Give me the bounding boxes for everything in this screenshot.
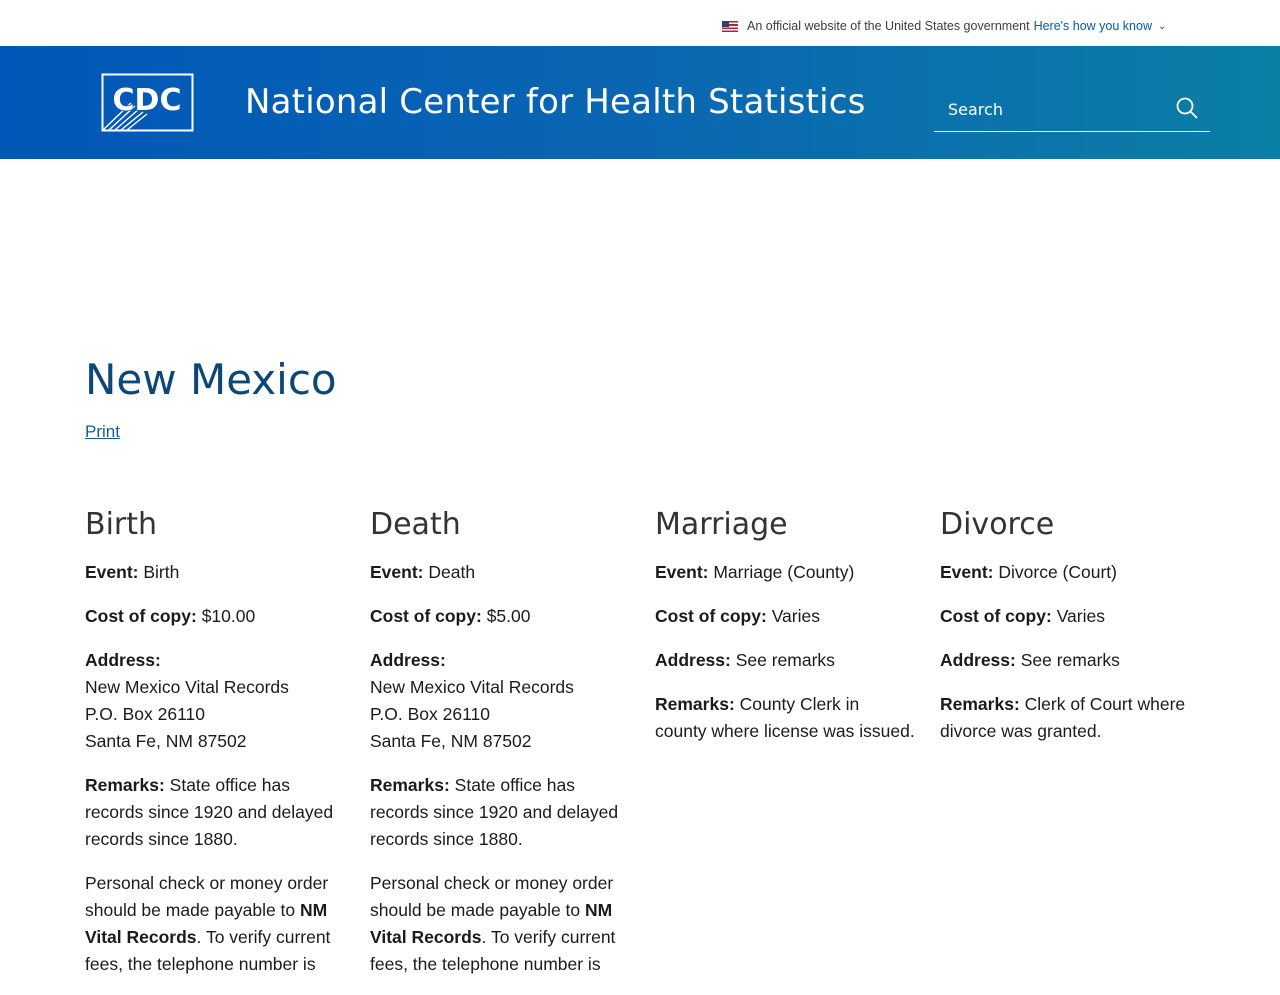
- chevron-down-icon[interactable]: ⌄: [1158, 20, 1167, 32]
- cdc-logo-icon: [101, 73, 194, 132]
- event-row: Event: Birth: [85, 562, 180, 582]
- remarks-row: Remarks: State office has records since 1920 and delayed records since 1880.: [370, 775, 619, 849]
- column-heading: Birth: [85, 507, 158, 542]
- column-heading: Death: [370, 507, 461, 542]
- address-row: Address: See remarks: [940, 650, 1120, 670]
- gov-banner-content: [722, 19, 1166, 33]
- remarks-row: Remarks: Clerk of Court where divorce was granted.: [940, 694, 1186, 741]
- search-icon[interactable]: [1176, 97, 1198, 119]
- cost-row: Cost of copy: Varies: [655, 606, 820, 626]
- cdc-logo[interactable]: [101, 73, 194, 132]
- gov-banner-text: An official website of the United States government: [747, 19, 1030, 33]
- print-link[interactable]: Print: [85, 422, 120, 441]
- event-row: Event: Marriage (County): [655, 562, 855, 582]
- payment-row: Personal check or money order should be made payable to NM Vital Records. To verify current fees, the telephone number is: [370, 873, 616, 974]
- column-heading: Divorce: [940, 507, 1055, 542]
- address-row: Address: See remarks: [655, 650, 835, 670]
- cost-row: Cost of copy: Varies: [940, 606, 1105, 626]
- address-row: Address: New Mexico Vital Records P.O. Box 26110 Santa Fe, NM 87502: [370, 650, 574, 751]
- remarks-row: Remarks: State office has records since 1920 and delayed records since 1880.: [85, 775, 334, 849]
- payment-row: Personal check or money order should be made payable to NM Vital Records. To verify current fees, the telephone number is: [85, 873, 331, 974]
- cost-row: Cost of copy: $10.00: [85, 606, 256, 626]
- page-title: New Mexico: [85, 355, 337, 404]
- heres-how-you-know-link[interactable]: Here's how you know: [1033, 19, 1152, 33]
- marriage-column: [655, 505, 915, 762]
- birth-column: [85, 505, 345, 995]
- search-form: [934, 88, 1210, 132]
- event-row: Event: Divorce (Court): [940, 562, 1117, 582]
- divorce-column: [940, 505, 1200, 762]
- us-flag-icon: [722, 21, 738, 32]
- site-title[interactable]: National Center for Health Statistics: [245, 82, 866, 122]
- search-input[interactable]: [934, 88, 1210, 132]
- svg-text:CDC: CDC: [112, 83, 182, 118]
- cost-row: Cost of copy: $5.00: [370, 606, 531, 626]
- address-row: Address: New Mexico Vital Records P.O. Box 26110 Santa Fe, NM 87502: [85, 650, 289, 751]
- column-heading: Marriage: [655, 507, 788, 542]
- gov-banner: [0, 0, 1280, 46]
- event-row: Event: Death: [370, 562, 476, 582]
- remarks-row: Remarks: County Clerk in county where license was issued.: [655, 694, 915, 741]
- death-column: [370, 505, 630, 995]
